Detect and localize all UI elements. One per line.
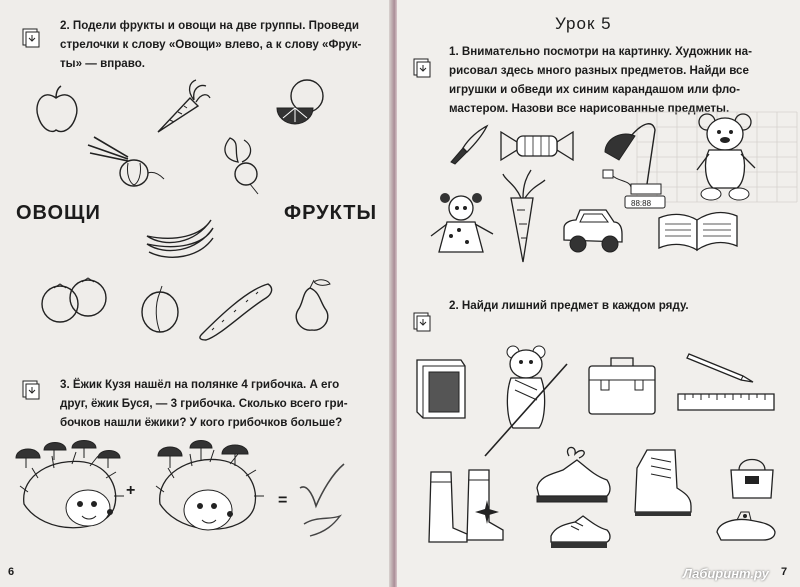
open-book-picture [657,210,739,254]
bananas-picture [145,218,215,258]
lesson-title: Урок 5 [555,14,612,33]
plus-sign: + [126,482,137,499]
child-sneaker-picture [547,512,613,552]
candy-picture [501,128,573,162]
task2-line-1: 2. Подели фрукты и овощи на две группы. Проведи [60,19,360,32]
task2-right-text [449,296,789,315]
bleed-through-text [669,270,793,280]
vegetables-word: ОВОЩИ [16,202,101,224]
book-picture [409,356,471,422]
ankle-boot-picture [633,448,693,518]
task1-text [449,42,789,118]
spur-star-icon [475,500,499,524]
carrot-picture [150,80,210,135]
task-marker-icon [413,312,431,332]
task-marker-icon [413,58,431,78]
right-page [397,0,800,587]
left-page-number: 6 [8,566,15,578]
radish-picture [220,138,270,194]
task1-line-3: игрушки и обведи их синим карандашом или фло- [449,83,740,96]
girls-shoe-picture [715,508,779,546]
pear-picture [288,278,338,333]
teddy-bear-picture [693,112,763,202]
task2-line-2: стрелочки к слову «Овощи» влево, а к слову «Фрук- [60,38,362,51]
ruler-picture [677,392,777,412]
left-page [0,0,393,587]
task3-line-1: 3. Ёжик Кузя нашёл на полянке 4 грибочка. А его [60,378,340,391]
right-page-number: 7 [781,566,788,578]
task3-line-3: бочков нашли ёжики? У кого грибочков больше? [60,416,343,429]
fruits-word: ФРУКТЫ [284,202,378,224]
hedgehog-kuzya-picture [14,444,124,544]
task2-right-line-1: 2. Найди лишний предмет в каждом ряду. [449,299,689,312]
task-marker-icon [22,28,40,48]
task2-text [60,16,380,73]
pencil-picture [687,348,757,384]
task1-line-2: рисовал здесь много разных предметов. Найди все [449,64,749,77]
doll-picture [427,192,499,262]
tomatoes-picture [40,268,110,328]
sneaker-picture [533,446,613,506]
svg-text:88:88: 88:88 [631,199,652,208]
task1-line-1: 1. Внимательно посмотри на картинку. Художник на- [449,45,752,58]
knife-picture [449,124,489,164]
orange-picture [275,78,327,128]
task-marker-icon [22,380,40,400]
task2-line-3: ты» — вправо. [60,57,145,70]
hedgehog-busya-picture [152,440,267,550]
apple-picture [34,86,79,136]
task3-text [60,375,380,432]
onion-picture [88,135,168,190]
toy-car-picture [562,208,624,258]
cucumber-picture [196,280,276,340]
task3-line-2: друг, ёжик Буся, — 3 грибочка. Сколько всего гри- [60,397,348,410]
briefcase-picture [587,356,657,418]
pointer-stick-picture [481,360,571,460]
task1-line-4: мастером. Назови все нарисованные предметы. [449,102,730,115]
equals-sign: = [278,492,289,509]
handwritten-answer-mark [296,462,356,542]
carrot-picture-2 [501,170,546,265]
labirint-watermark: Лабиринт.ру [683,566,769,581]
plum-picture [138,286,182,334]
desk-lamp-picture [601,122,681,212]
handbag-picture [727,452,777,502]
